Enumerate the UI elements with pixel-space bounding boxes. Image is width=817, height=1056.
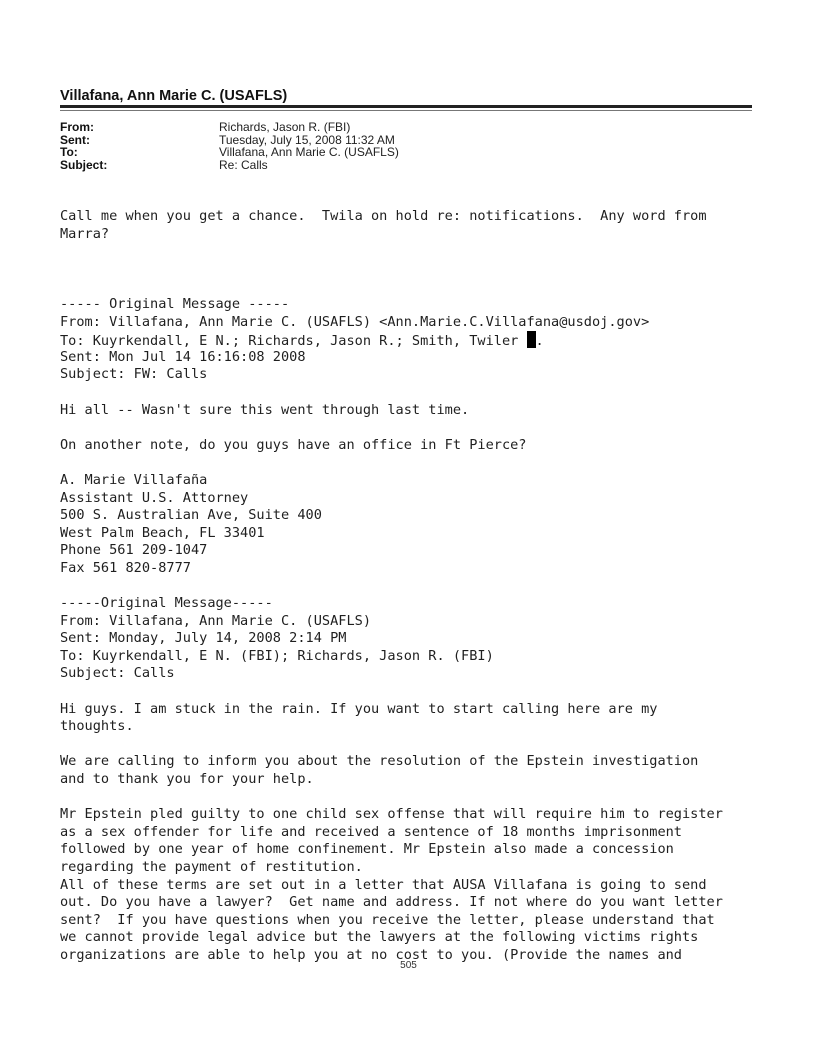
header-rule <box>60 105 752 108</box>
meta-from-row <box>60 121 399 134</box>
meta-sent-value: Tuesday, July 15, 2008 11:32 AM <box>219 132 395 147</box>
body-line: Marra? <box>60 225 110 242</box>
body-line: sent? If you have questions when you receive the letter, please understand that <box>60 911 715 928</box>
meta-sent-label: Sent: <box>60 132 90 147</box>
body-line: Subject: FW: Calls <box>60 366 208 383</box>
meta-subject-row <box>60 159 399 172</box>
body-line: Mr Epstein pled guilty to one child sex offense that will require him to register <box>60 806 723 823</box>
original-message-marker: -----Original Message----- <box>60 595 273 612</box>
body-line: followed by one year of home confinement. Mr Epstein also made a concession <box>60 841 674 858</box>
signature-name: A. Marie Villafaña <box>60 471 208 488</box>
body-line: Sent: Monday, July 14, 2008 2:14 PM <box>60 630 347 647</box>
original-message-marker: ----- Original Message ----- <box>60 295 290 312</box>
blank-line <box>60 261 800 279</box>
body-line: Subject: Calls <box>60 665 175 682</box>
body-line: To: Kuyrkendall, E N. (FBI); Richards, Jason R. (FBI) <box>60 647 494 664</box>
meta-subject-label: Subject: <box>60 157 108 172</box>
body-line: thoughts. <box>60 718 134 735</box>
body-line: Hi all -- Wasn't sure this went through last time. <box>60 401 470 418</box>
body-line: and to thank you for your help. <box>60 771 314 787</box>
email-meta-block <box>60 121 399 171</box>
blank-line <box>60 384 800 402</box>
body-line: as a sex offender for life and received a sentence of 18 months imprisonment <box>60 823 682 840</box>
body-line: Call me when you get a chance. Twila on hold re: notifications. Any word from <box>60 208 707 224</box>
meta-from-value: Richards, Jason R. (FBI) <box>219 120 351 134</box>
body-line: organizations are able to help you at no cost to you. (Provide the names and <box>60 946 682 963</box>
body-line: out. Do you have a lawyer? Get name and address. If not where do you want letter <box>60 894 723 911</box>
blank-line <box>60 454 800 472</box>
meta-to-label: To: <box>60 145 78 159</box>
body-line: All of these terms are set out in a letter that AUSA Villafana is going to send <box>60 876 707 893</box>
page-number: 505 <box>400 960 417 971</box>
to-recipients-text: To: Kuyrkendall, E N.; Richards, Jason R.; Smith, Twiler <box>60 333 527 350</box>
blank-line <box>60 243 800 261</box>
meta-subject-value: Re: Calls <box>219 157 268 172</box>
body-line: Hi guys. I am stuck in the rain. If you want to start calling here are my <box>60 700 658 717</box>
blank-line <box>60 683 800 701</box>
blank-line <box>60 789 800 807</box>
body-line: On another note, do you guys have an office in Ft Pierce? <box>60 436 527 453</box>
body-line-to <box>60 331 800 349</box>
redaction-block <box>527 331 536 348</box>
body-line: we cannot provide legal advice but the lawyers at the following victims rights <box>60 929 699 946</box>
blank-line <box>60 419 800 437</box>
blank-line <box>60 736 800 754</box>
signature-title: Assistant U.S. Attorney <box>60 489 249 506</box>
body-line: From: Villafana, Ann Marie C. (USAFLS) <Ann.Marie.C.Villafana@usdoj.gov> <box>60 313 650 330</box>
meta-to-row <box>60 146 399 159</box>
body-line: Sent: Mon Jul 14 16:16:08 2008 <box>60 348 306 365</box>
body-line: regarding the payment of restitution. <box>60 858 363 875</box>
signature-phone: Phone 561 209-1047 <box>60 542 208 559</box>
blank-line <box>60 577 800 595</box>
header-rule-thin <box>60 110 752 111</box>
blank-line <box>60 278 800 296</box>
body-line: We are calling to inform you about the resolution of the Epstein investigation <box>60 753 699 770</box>
meta-from-label: From: <box>60 120 94 134</box>
signature-address: 500 S. Australian Ave, Suite 400 <box>60 507 322 524</box>
to-recipients-end: . <box>535 333 544 350</box>
signature-fax: Fax 561 820-8777 <box>60 559 191 576</box>
sender-mailbox-name: Villafana, Ann Marie C. (USAFLS) <box>60 88 288 104</box>
signature-city: West Palm Beach, FL 33401 <box>60 524 265 541</box>
body-line: From: Villafana, Ann Marie C. (USAFLS) <box>60 612 371 629</box>
email-body <box>60 208 800 965</box>
meta-to-value: Villafana, Ann Marie C. (USAFLS) <box>219 145 399 159</box>
